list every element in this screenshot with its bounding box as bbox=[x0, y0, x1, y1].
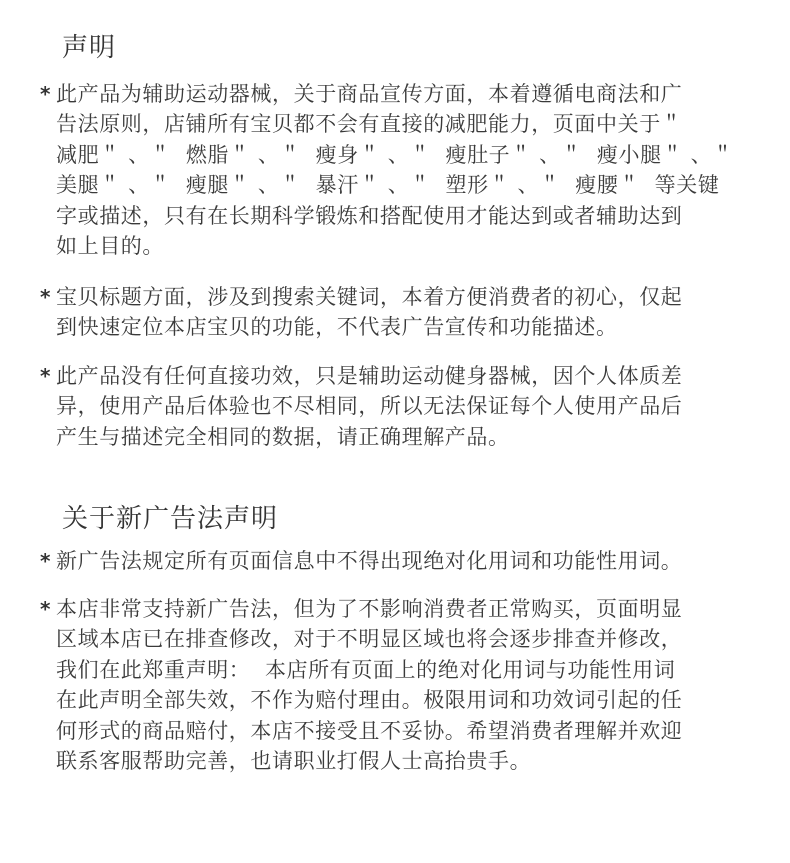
bullet-marker: * bbox=[40, 597, 52, 621]
ad-law-item-2-line-1: 本店非常支持新广告法，但为了不影响消费者正常购买，页面明显 bbox=[56, 597, 683, 621]
statement-item-1-line-6: 如上目的。 bbox=[56, 233, 164, 258]
statement-item-1-line-5: 字或描述，只有在长期科学锻炼和搭配使用才能达到或者辅助达到 bbox=[56, 203, 683, 228]
bullet-marker: * bbox=[40, 549, 52, 573]
section-title-statement: 声明 bbox=[62, 33, 117, 63]
bullet-marker: * bbox=[40, 364, 52, 388]
ad-law-item-2 bbox=[40, 594, 750, 776]
bullet-marker: * bbox=[40, 285, 52, 309]
statement-item-3-line-3: 产生与描述完全相同的数据，请正确理解产品。 bbox=[56, 424, 510, 449]
statement-item-2 bbox=[40, 282, 750, 343]
ad-law-item-2-line-4: 在此声明全部失效，不作为赔付理由。极限用词和功效词引起的任 bbox=[56, 688, 683, 713]
statement-item-2-line-2: 到快速定位本店宝贝的功能，不代表广告宣传和功能描述。 bbox=[56, 315, 618, 340]
statement-item-3 bbox=[40, 361, 750, 452]
statement-item-3-line-1: 此产品没有任何直接功效，只是辅助运动健身器械，因个人体质差 bbox=[56, 364, 683, 388]
ad-law-item-2-line-3: 我们在此郑重声明： 本店所有页面上的绝对化用词与功能性用词 bbox=[56, 657, 676, 682]
bullet-marker: * bbox=[40, 82, 52, 106]
ad-law-item-2-line-2: 区域本店已在排查修改，对于不明显区域也将会逐步排查并修改， bbox=[56, 627, 683, 652]
ad-law-item-1-line-1: 新广告法规定所有页面信息中不得出现绝对化用词和功能性用词。 bbox=[56, 549, 683, 573]
statement-item-1 bbox=[40, 79, 750, 261]
statement-item-1-line-3: 减肥＂ 、＂ 燃脂＂ 、＂ 瘦身＂ 、＂ 瘦肚子＂ 、＂ 瘦小腿＂ 、＂ bbox=[56, 142, 734, 167]
statement-item-1-line-4: 美腿＂ 、＂ 瘦腿＂ 、＂ 暴汗＂ 、＂ 塑形＂ 、＂ 瘦腰＂ 等关键 bbox=[56, 173, 720, 198]
statement-item-1-line-2: 告法原则，店铺所有宝贝都不会有直接的减肥能力，页面中关于＂ bbox=[56, 112, 683, 137]
statement-item-3-line-2: 异，使用产品后体验也不尽相同，所以无法保证每个人使用产品后 bbox=[56, 394, 683, 419]
statement-item-1-line-1: 此产品为辅助运动器械，关于商品宣传方面，本着遵循电商法和广 bbox=[56, 82, 683, 106]
section-title-ad-law: 关于新广告法声明 bbox=[62, 504, 279, 534]
ad-law-item-2-line-6: 联系客服帮助完善，也请职业打假人士高抬贵手。 bbox=[56, 748, 532, 773]
statement-item-2-line-1: 宝贝标题方面，涉及到搜索关键词，本着方便消费者的初心，仅起 bbox=[56, 285, 683, 309]
ad-law-item-1 bbox=[40, 546, 750, 576]
ad-law-item-2-line-5: 何形式的商品赔付，本店不接受且不妥协。希望消费者理解并欢迎 bbox=[56, 718, 683, 743]
